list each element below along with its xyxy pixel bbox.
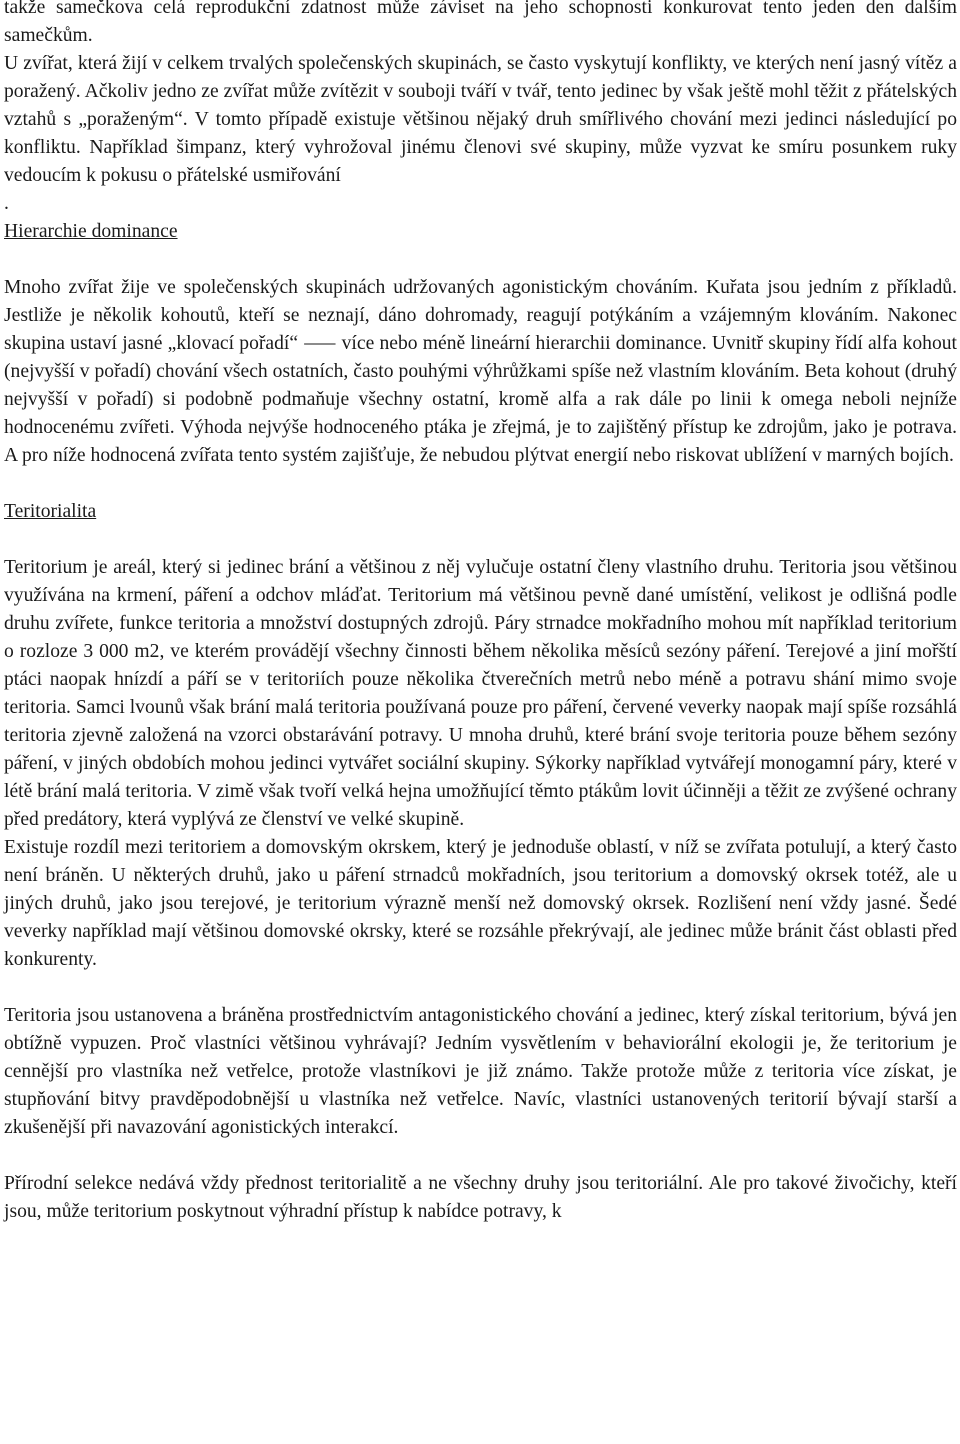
heading-dominance-hierarchy: Hierarchie dominance <box>4 221 178 242</box>
paragraph-spacer <box>4 526 957 554</box>
paragraph-spacer <box>4 246 957 274</box>
paragraph-pecking-order: Mnoho zvířat žije ve společenských skupinách udržovaných agonistickým chováním. Kuřata jsou jedním z příkladů. Jestliže je několik kohoutů, kteří se neznají, dáno dohromady, reagují potýkáním a vzájemným klováním. Nakonec skupina ustaví jasné „klovací pořadí“ ⸺ více nebo méně lineární hierarchii dominance. Uvnitř skupiny řídí alfa kohout (nejvyšší v pořadí) chování všech ostatních, často pouhými výhrůžkami spíše než vlastním klováním. Beta kohout (druhý nejvyšší v pořadí) si podobně podmaňuje všechny ostatní, kromě alfa a rak dále po linii k omega neboli nejníže hodnocenému zvířeti. Výhoda nejvýše hodnoceného ptáka je zřejmá, je to zajištěný přístup ke zdrojům, jako je potrava. A pro níže hodnocená zvířata tento systém zajišťuje, že nebudou plýtvat energií nebo riskovat ublížení v marných bojích. <box>4 277 957 466</box>
paragraph-territory-definition: Teritorium je areál, který si jedinec brání a většinou z něj vylučuje ostatní členy vlastního druhu. Teritoria jsou většinou využívána na krmení, páření a odchov mláďat. Teritorium má většinou pevně dané umístění, velikost je odlišná podle druhu zvířete, funkce teritoria a množství dostupných zdrojů. Páry strnadce mokřadního mohou mít například teritorium o rozloze 3 000 m2, ve kterém provádějí všechny činnosti během několika měsíců sezóny páření. Terejové a jiní mořští ptáci naopak hnízdí a páří se v teritoriích pouze několika čtverečních metrů nebo méně a potravu shání mimo svoje teritoria. Samci lvounů však brání malá teritoria používaná pouze pro páření, červené veverky naopak mají spíše rozsáhlá teritoria zjevně založená na vzorci obstarávání potravy. U mnoha druhů, které brání svoje teritoria pouze během sezóny páření, v jiných obdobích mohou jedinci vytvářet sociální skupiny. Sýkorky například vytvářejí monogamní páry, které v létě brání malá teritoria. V zimě však tvoří velká hejna umožňující těmto ptákům lovit účinněji a těžit ze zvýšené ochrany před predátory, která vyplývá ze členství ve velké skupině. <box>4 557 957 830</box>
paragraph-spacer <box>4 974 957 1002</box>
paragraph-spacer <box>4 1142 957 1170</box>
paragraph-reconciliation-end: . <box>4 193 9 214</box>
paragraph-reconciliation: U zvířat, která žijí v celkem trvalých společenských skupinách, se často vyskytují konflikty, ve kterých není jasný vítěz a poražený. Ačkoliv jedno ze zvířat může zvítězit v souboji tváří v tvář, tento jedinec by však ještě mohl těžit z přátelských vztahů s „poraženým“. V tomto případě existuje většinou nějaký druh smířlivého chování mezi jedinci následující po konfliktu. Například šimpanz, který vyhrožoval jinému členovi své skupiny, může vyzvat ke smíru posunkem ruky vedoucím k pokusu o přátelské usmiřování <box>4 53 957 186</box>
paragraph-reproductive-fitness: takže samečkova celá reprodukční zdatnost může záviset na jeho schopnosti konkurovat tento jeden den dalším samečkům. <box>4 0 957 46</box>
heading-territoriality: Teritorialita <box>4 501 97 522</box>
paragraph-spacer <box>4 470 957 498</box>
paragraph-territory-defense: Teritoria jsou ustanovena a bráněna prostřednictvím antagonistického chování a jedinec, který získal teritorium, bývá jen obtížně vypuzen. Proč vlastníci většinou vyhrávají? Jedním vysvětlením v behaviorální ekologii je, že teritorium je cennější pro vlastníka než vetřelce, protože vlastníkovi je již známo. Takže protože může z teritoria více získat, je stupňování bitvy pravděpodobnější u vlastníka než vetřelce. Navíc, vlastníci ustanovených teritorií bývají starší a zkušenější při navazování agonistických interakcí. <box>4 1005 957 1138</box>
paragraph-home-range: Existuje rozdíl mezi teritoriem a domovským okrskem, který je jednoduše oblastí, v níž se zvířata potulují, a který často není bráněn. U některých druhů, jako u páření strnadců mokřadních, jsou teritorium a domovský okrsek totéž, ale u jiných druhů, jako jsou terejové, je teritorium výrazně menší než domovský okrsek. Rozlišení není vždy jasné. Šedé veverky například mají většinou domovské okrsky, které se rozsáhle překrývají, ale jedinec může bránit část oblasti před konkurenty. <box>4 837 957 970</box>
paragraph-natural-selection: Přírodní selekce nedává vždy přednost teritorialitě a ne všechny druhy jsou teritoriální. Ale pro takové živočichy, kteří jsou, může teritorium poskytnout výhradní přístup k nabídce potravy, k <box>4 1173 957 1222</box>
